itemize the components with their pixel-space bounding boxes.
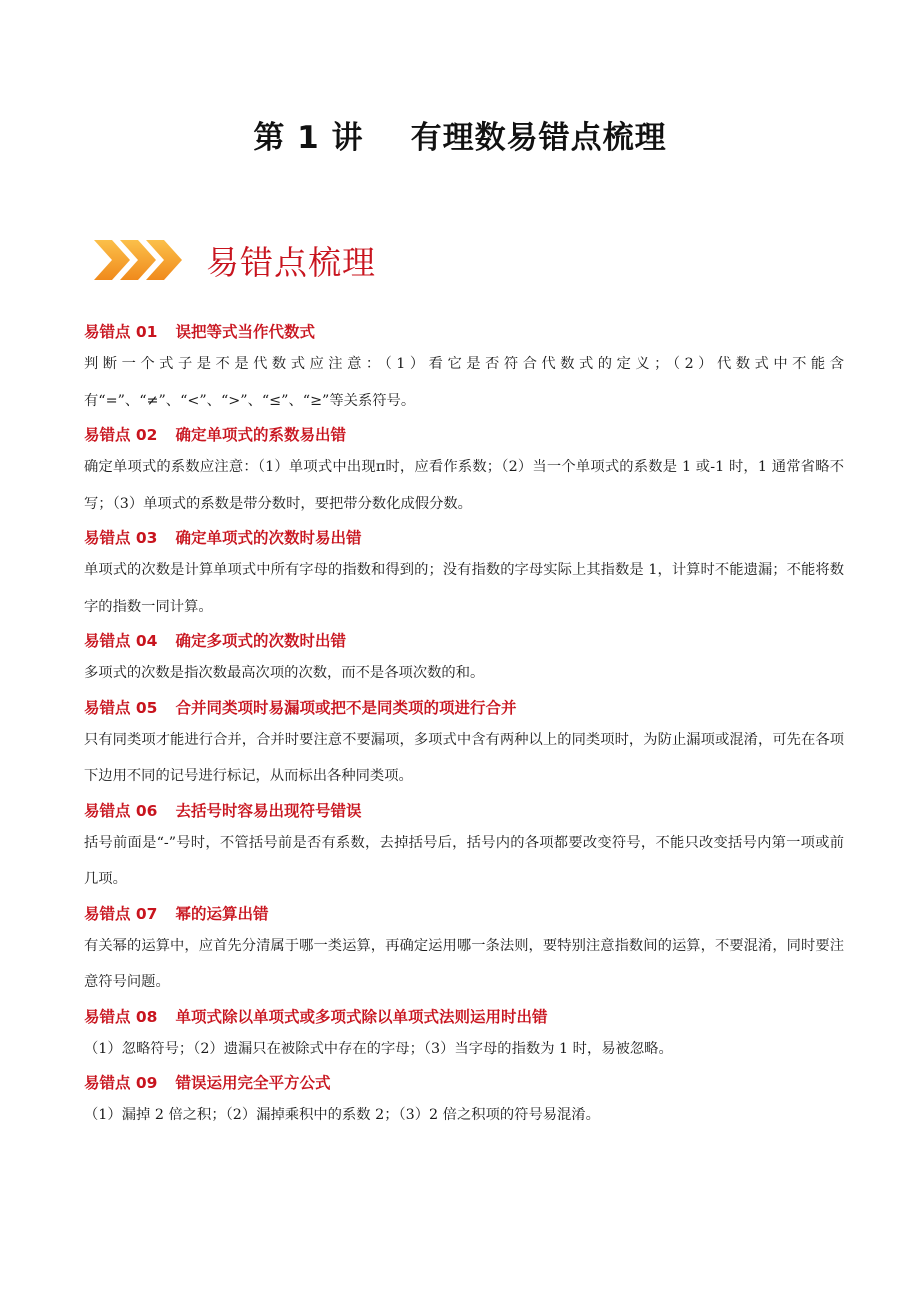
error-point-item [84,1003,844,1068]
section-title: 易错点梳理 [206,242,376,282]
error-point-number: 易错点 07 [84,904,158,923]
error-point-body: 单项式的次数是计算单项式中所有字母的指数和得到的；没有指数的字母实际上其指数是 1，计算时不能遗漏；不能将数字的指数一同计算。 [84,562,844,615]
error-point-body: 判断一个式子是不是代数式应注意：（1）看它是否符合代数式的定义；（2）代数式中不能含有“=”、“≠”、“<”、“>”、“≤”、“≥”等关系符号。 [84,356,844,409]
error-point-heading [84,524,844,552]
error-point-number: 易错点 02 [84,426,158,444]
error-point-heading [84,318,844,346]
error-point-heading [84,1069,844,1097]
error-point-title: 去括号时容易出现符号错误 [175,801,362,820]
error-point-item [84,797,844,898]
error-point-body: 有关幂的运算中，应首先分清属于哪一类运算，再确定运用哪一条法则，要特别注意指数间的运算，不要混淆，同时要注意符号问题。 [84,937,844,990]
error-point-item [84,318,844,419]
error-point-item [84,627,844,692]
error-point-title: 幂的运算出错 [175,904,269,923]
error-point-body: 括号前面是“-”号时，不管括号前是否有系数，去掉括号后，括号内的各项都要改变符号，不能只改变括号内第一项或前几项。 [84,834,844,887]
error-point-title: 确定单项式的系数易出错 [175,426,346,444]
error-point-body: 确定单项式的系数应注意：（1）单项式中出现π时，应看作系数；（2）当一个单项式的系数是 1 或-1 时，1 通常省略不写；（3）单项式的系数是带分数时，要把带分数化成假分数。 [84,459,844,512]
error-point-number: 易错点 04 [84,632,158,650]
error-point-body: 多项式的次数是指次数最高次项的次数，而不是各项次数的和。 [84,665,485,681]
error-point-heading [84,900,844,928]
error-point-heading [84,627,844,655]
error-point-item [84,900,844,1001]
error-point-number: 易错点 06 [84,801,158,820]
error-point-body: （1）忽略符号；（2）遗漏只在被除式中存在的字母；（3）当字母的指数为 1 时，易被忽略。 [84,1040,673,1057]
error-point-heading [84,797,844,825]
error-point-item [84,1069,844,1134]
error-points-list [84,318,844,1136]
error-point-number: 易错点 08 [84,1007,158,1026]
error-point-title: 确定多项式的次数时出错 [175,632,346,650]
error-point-heading [84,421,844,449]
error-point-number: 易错点 03 [84,529,158,547]
error-point-title: 确定单项式的次数时易出错 [175,529,362,547]
error-point-heading [84,694,844,722]
error-point-number: 易错点 05 [84,698,158,717]
error-point-number: 易错点 01 [84,323,158,341]
chevron-arrows-icon [92,236,192,284]
error-point-title: 单项式除以单项式或多项式除以单项式法则运用时出错 [175,1007,548,1026]
error-point-body: 只有同类项才能进行合并，合并时要注意不要漏项，多项式中含有两种以上的同类项时，为防止漏项或混淆，可先在各项下边用不同的记号进行标记，从而标出各种同类项。 [84,731,844,784]
error-point-title: 误把等式当作代数式 [175,323,315,341]
error-point-heading [84,1003,844,1031]
section-header [92,232,376,288]
error-point-item [84,694,844,795]
error-point-body: （1）漏掉 2 倍之积；（2）漏掉乘积中的系数 2；（3）2 倍之积项的符号易混淆。 [84,1107,600,1123]
error-point-number: 易错点 09 [84,1074,158,1092]
error-point-title: 合并同类项时易漏项或把不是同类项的项进行合并 [175,698,517,717]
error-point-item [84,524,844,625]
error-point-item [84,421,844,522]
page-title: 第 1 讲 有理数易错点梳理 [253,120,667,156]
error-point-title: 错误运用完全平方公式 [175,1074,331,1092]
